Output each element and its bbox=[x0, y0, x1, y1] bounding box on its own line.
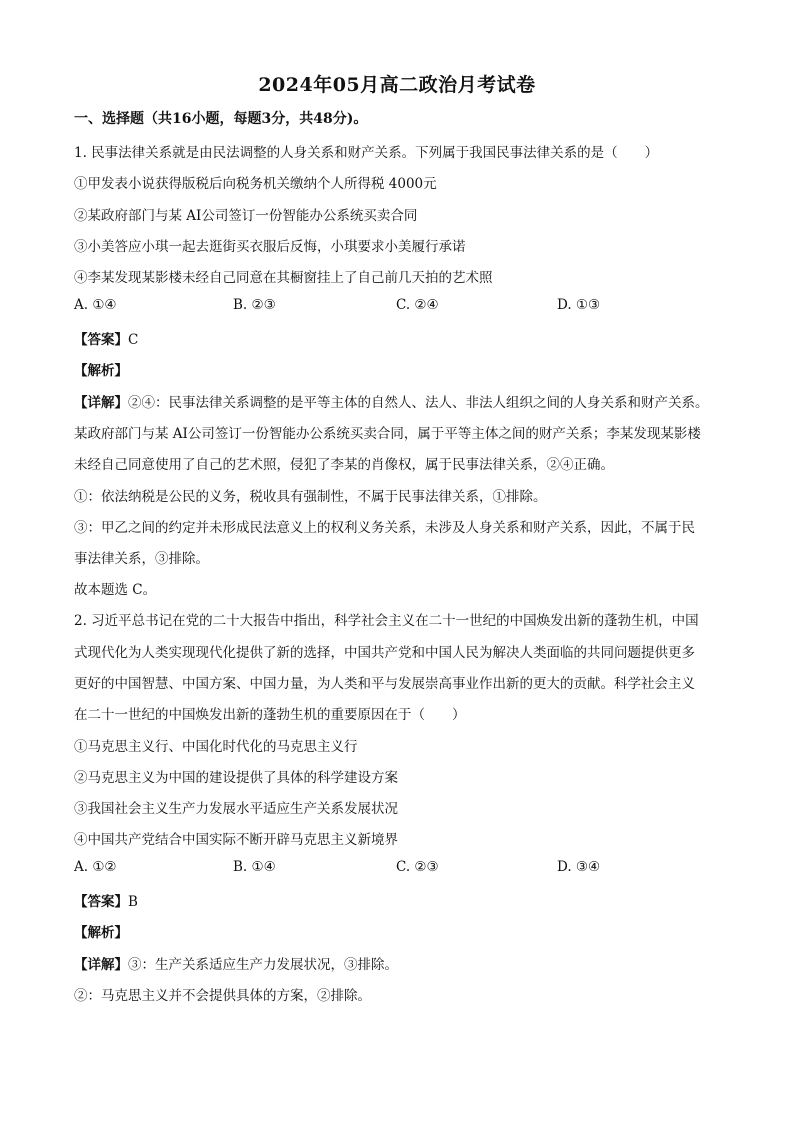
q2-detail-line-1: ③：生产关系适应生产力发展状况，③排除。 bbox=[128, 957, 398, 973]
q2-detail-tag: 【详解】 bbox=[74, 957, 128, 973]
q2-stem-line-3: 更好的中国智慧、中国方案、中国力量，为人类和平与发展崇高事业作出新的更大的贡献。科学社会主义 bbox=[74, 676, 695, 692]
q2-analysis-tag: 【解析】 bbox=[74, 925, 128, 941]
q1-detail-line-6: 事法律关系，③排除。 bbox=[74, 551, 209, 567]
q2-item-4: ④中国共产党结合中国实际不断开辟马克思主义新境界 bbox=[74, 832, 398, 848]
q1-answer-tag: 【答案】 bbox=[74, 332, 128, 348]
q1-option-a: A. ①④ bbox=[74, 297, 117, 313]
page-title: 2024年05月高二政治月考试卷 bbox=[258, 74, 536, 96]
q1-conclusion: 故本题选 C。 bbox=[74, 582, 157, 598]
q2-item-2: ②马克思主义为中国的建设提供了具体的科学建设方案 bbox=[74, 770, 398, 786]
q2-answer-row bbox=[74, 890, 138, 910]
q1-detail-line-4: ①：依法纳税是公民的义务，税收具有强制性，不属于民事法律关系，①排除。 bbox=[74, 489, 547, 505]
q1-detail-line-2: 某政府部门与某 AI公司签订一份智能办公系统买卖合同，属于平等主体之间的财产关系；李某发现某影楼 bbox=[74, 426, 701, 442]
q1-item-3: ③小美答应小琪一起去逛街买衣服后反悔，小琪要求小美履行承诺 bbox=[74, 239, 466, 255]
q1-option-d: D. ①③ bbox=[557, 297, 601, 313]
q1-answer-row bbox=[74, 328, 138, 348]
section-heading: 一、选择题（共16小题，每题3分，共48分)。 bbox=[74, 111, 368, 127]
q2-stem-line-2: 式现代化为人类实现现代化提供了新的选择，中国共产党和中国人民为解决人类面临的共同问题提供更多 bbox=[74, 645, 695, 661]
q2-option-b: B. ①④ bbox=[233, 859, 276, 875]
q1-stem: 1. 民事法律关系就是由民法调整的人身关系和财产关系。下列属于我国民事法律关系的是（ ） bbox=[74, 145, 659, 161]
q1-detail-tag: 【详解】 bbox=[74, 395, 128, 411]
q1-option-c: C. ②④ bbox=[396, 297, 439, 313]
q2-detail-line-2: ②：马克思主义并不会提供具体的方案，②排除。 bbox=[74, 988, 371, 1004]
q1-analysis-tag: 【解析】 bbox=[74, 363, 128, 379]
q1-item-1: ①甲发表小说获得版税后向税务机关缴纳个人所得税 4000元 bbox=[74, 176, 437, 192]
q2-option-c: C. ②③ bbox=[396, 859, 439, 875]
q1-item-2: ②某政府部门与某 AI公司签订一份智能办公系统买卖合同 bbox=[74, 208, 418, 224]
q1-detail-line-5: ③：甲乙之间的约定并未形成民法意义上的权利义务关系，未涉及人身关系和财产关系，因此，不属于民 bbox=[74, 520, 695, 536]
q1-item-4: ④李某发现某影楼未经自己同意在其橱窗挂上了自己前几天拍的艺术照 bbox=[74, 270, 493, 286]
q2-detail-row bbox=[74, 953, 398, 973]
q1-option-b: B. ②③ bbox=[233, 297, 276, 313]
q2-option-d: D. ③④ bbox=[557, 859, 601, 875]
q1-answer-value: C bbox=[128, 332, 139, 348]
q1-detail-line-3: 未经自己同意使用了自己的艺术照，侵犯了李某的肖像权，属于民事法律关系，②④正确。 bbox=[74, 457, 614, 473]
q2-item-1: ①马克思主义行、中国化时代化的马克思主义行 bbox=[74, 739, 358, 755]
q2-answer-value: B bbox=[128, 894, 138, 910]
q2-item-3: ③我国社会主义生产力发展水平适应生产关系发展状况 bbox=[74, 801, 398, 817]
q1-detail-line-1: ②④：民事法律关系调整的是平等主体的自然人、法人、非法人组织之间的人身关系和财产关系。 bbox=[128, 395, 709, 411]
q1-detail-row bbox=[74, 391, 709, 411]
q2-stem-line-1: 2. 习近平总书记在党的二十大报告中指出，科学社会主义在二十一世纪的中国焕发出新的蓬勃生机，中国 bbox=[74, 613, 699, 629]
q2-answer-tag: 【答案】 bbox=[74, 894, 128, 910]
q2-stem-line-4: 在二十一世纪的中国焕发出新的蓬勃生机的重要原因在于（ ） bbox=[74, 707, 466, 723]
q2-option-a: A. ①② bbox=[74, 859, 117, 875]
